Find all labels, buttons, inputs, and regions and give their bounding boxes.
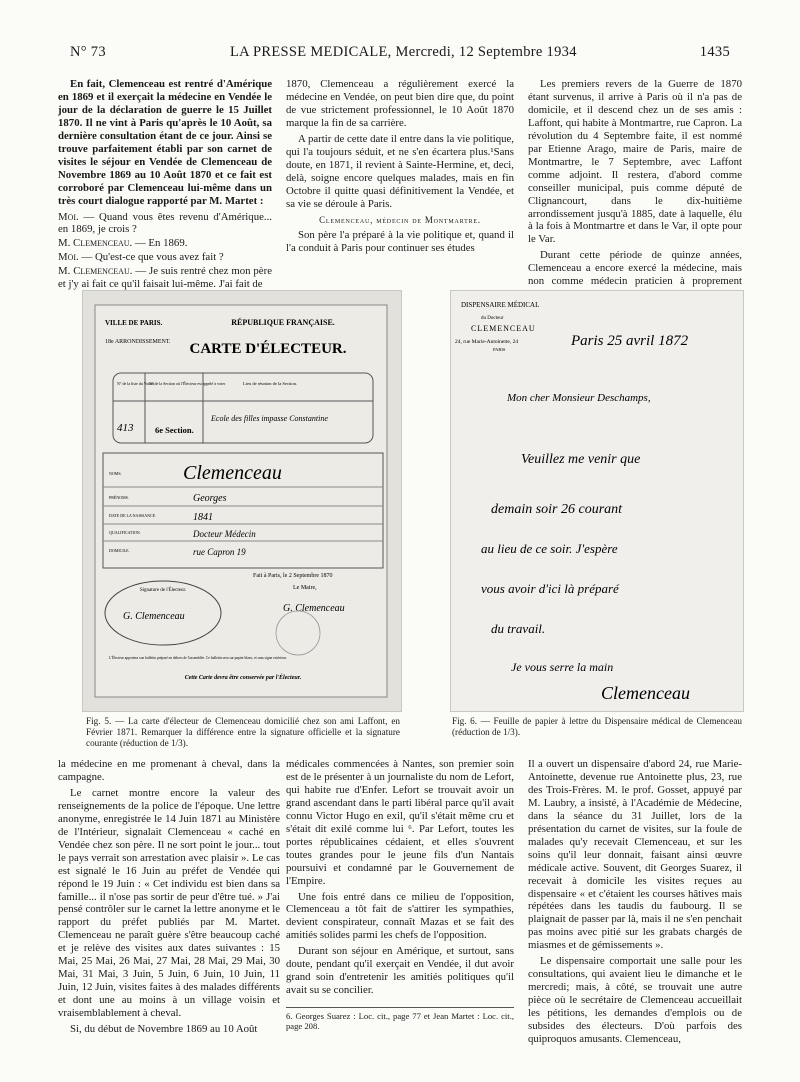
card-col-b: N° de la Section où l'Électeur est appelé à voter (149, 381, 226, 386)
card-signature-elector: G. Clemenceau (123, 611, 185, 622)
card-col-a: N° de la liste du Votant (117, 381, 155, 386)
paragraph: En fait, Clemenceau est rentré d'Amérique en 1869 et il exerçait la médecine en Vendée le jour de la déclaration de guerre le 15 Juillet 1870. Il ne vint à Paris qu'après le 10 Août, sa dernière consultation étant de ce jour. Ainsi se trouve parfaitement établi par son carnet de visites le séjour en Vendée de Clemenceau de Novembre 1869 au 10 Août 1870 et ce fait est corroboré par Clemenceau lui-même dans un très court dialogue rapporté par M. Martet : (58, 78, 272, 207)
dialogue-speaker: Moi. (58, 210, 79, 223)
bottom-column-3 (528, 758, 742, 1049)
dialogue-line (58, 211, 272, 237)
letter-head-5: PARIS (493, 347, 506, 352)
card-label-date: DATE DE LA NAISSANCE. (109, 513, 157, 518)
letter-image (451, 291, 743, 711)
figure-6-letter (450, 290, 744, 712)
page-header (70, 44, 730, 68)
dialogue-speaker: M. Clemenceau. (58, 237, 133, 250)
paragraph: médicales commencées à Nantes, son premier soin est de le présenter à un journaliste du nom de Lefort, qui habite rue d'Enfer. Lefort se trouvait avoir un grand ascendant dans le parti libéral parce qu'il avait connu Victor Hugo en exil, qu'il s'était même cru et s'était dit exilé comme lui ⁶. Par Lefort, toutes les portes républicaines cédaient, et elles s'ouvrent toutes grandes pour le jeune fils d'un Nantais poursuivi et condamné par le Gouvernement de l'Empire. (286, 758, 514, 887)
letter-signature: Clemenceau (601, 683, 690, 703)
top-column-1 (58, 78, 272, 292)
card-arrondissement: 18e ARRONDISSEMENT. (105, 339, 171, 345)
paragraph: Durant son séjour en Amérique, et surtout, sans doute, pendant qu'il exerçait en Vendée, il dut avoir grand soin d'entretenir les amitiés politiques qu'il avait su se concilier. (286, 945, 514, 997)
page-number: 1435 (699, 44, 730, 60)
paragraph: Les premiers revers de la Guerre de 1870 étant survenus, il arrive à Paris où il n'a pas de domicile, et il descend chez un de ses amis : Laffont, qui habite à Montmartre, rue Capron. La révolution du 4 Septembre faite, il est nommé par Etienne Arago, maire de Paris, maire de Montmartre, le 7 Septembre, avec Laffont comme adjoint. Il restera, d'abord comme conseiller municipal, puis comme député de Clignancourt, dans le dix-huitième arrondissement jusqu'à 1885, date à laquelle, élu à la fois à Montmartre et dans le Var, il opte pour le Var. (528, 78, 742, 246)
letter-line-6: Je vous serre la main (511, 660, 614, 674)
card-footer: Cette Carte devra être conservée par l'Électeur. (184, 675, 302, 681)
voter-card-image (83, 291, 401, 711)
dialogue-speaker: Moi. (58, 251, 79, 264)
paragraph: Si, du début de Novembre 1869 au 10 Août (70, 1023, 258, 1036)
bottom-column-1 (58, 758, 280, 1039)
paragraph: A partir de cette date il entre dans la vie politique, qui l'a toujours séduit, et ne s'en écartera plus.¹Sans doute, en 1871, il revient à Sainte-Hermine, et, deci, delà, soigne encore quelques malades, mais en fin Octobre il quitte quasi définitivement la Vendée, et sa vie se déroule à Paris. (286, 132, 514, 210)
paragraph: la médecine en me promenant à cheval, dans la campagne. (58, 758, 280, 783)
top-column-3 (528, 78, 742, 304)
card-label-domicile: DOMICILE. (109, 548, 130, 553)
card-ville: VILLE DE PARIS. (105, 319, 163, 327)
paragraph: Le dispensaire comportait une salle pour les consultations, qui avaient lieu le dimanche et le mercredi; mais, à côté, se trouvait une autre pièce où le secrétaire de Clemenceau accueillait les pétitions, les demandes d'emplois ou de subsides des électeurs. D'où parfois des quiproquos amusants. Clemenceau, (528, 955, 742, 1046)
dialogue-text: — Quand vous êtes revenu d'Amérique... en 1869, je crois ? (58, 210, 272, 236)
journal-title: LA PRESSE MEDICALE, Mercredi, 12 Septembre 1934 (230, 44, 577, 60)
dialogue-line (58, 265, 272, 291)
letter-salutation: Mon cher Monsieur Deschamps, (507, 392, 651, 404)
letter-line-1: Veuillez me venir que (521, 452, 641, 467)
card-note: L'Électeur apportera son bulletin préparé en dehors de l'assemblée. Ce bulletin sera sur papier blanc, et sans signe extérieur. (109, 656, 287, 660)
figure-6-caption: Fig. 6. — Feuille de papier à lettre du Dispensaire médical de Clemenceau (réduction de 1/3). (452, 716, 742, 737)
dialogue-text: — En 1869. (132, 237, 188, 250)
card-signature-mayor: G. Clemenceau (283, 603, 345, 614)
letter-line-3: au lieu de ce soir. J'espère (481, 541, 618, 556)
dialogue-text: — Qu'est-ce que vous avez fait ? (78, 251, 224, 264)
paragraph: Son père l'a préparé à la vie politique et, quand il l'a conduit à Paris pour continuer ses études (286, 229, 514, 255)
paragraph: Le carnet montre encore la valeur des renseignements de la police de l'époque. Une lettre anonyme, enregistrée le 14 Juin 1871 au Ministère de l'Intérieur, signalait Clemenceau « caché en Vendée chez son père. Il ne sort point le jour... tout le pays verrait son arrestation avec plaisir ». Le cas est signalé le 16 Juin au préfet de Vendée qui répond le 19 Juin : « Cet individu est bien dans sa famille... il n'ose pas sortir de peur d'être tué. » J'ai pensé contrôler sur le carnet la lettre anonyme et le rapport du préfet publiés par M. Martet. Clemenceau ne paraît guère s'être beaucoup caché et je relève des visites aux dates suivantes : 15 Mai, 25 Mai, 26 Mai, 27 Mai, 28 Mai, 29 Mai, 30 Mai, 31 Mai, 3 Juin, 5 Juin, 6 Juin, 10 Juin, 11 Juin, 12 Juin, visites faites à des malades différents et dont une au moins à un village voisin et vraisemblablement à cheval. (58, 786, 280, 1020)
card-hw-nom: Clemenceau (183, 462, 282, 484)
dialogue-line (58, 251, 272, 264)
card-hw-section: 6e Section. (155, 425, 194, 435)
card-col-c: Lieu de réunion de la Section. (243, 381, 297, 386)
figure-5-caption: Fig. 5. — La carte d'électeur de Clemenceau domicilié chez son ami Laffont, en Février 1871. Remarquer la différence entre la signature officielle et la signature courante (réduction de 1/3). (86, 716, 400, 748)
bottom-column-2 (286, 758, 514, 1031)
card-hw-number: 413 (117, 422, 134, 434)
dialogue-text: — Je suis rentré chez mon père et j'y ai fait ce qu'il faisait lui-même. J'ai fait de (58, 265, 272, 291)
dialogue-line (58, 237, 272, 250)
footnote: 6. Georges Suarez : Loc. cit., page 77 et Jean Martet : Loc. cit., page 208. (286, 1007, 514, 1031)
paragraph: Une fois entré dans ce milieu de l'opposition, Clemenceau a tôt fait de s'attirer les sympathies, devient conspirateur, connaît Mazas et se fait des amitiés solides parmi les chefs de l'opposition. (286, 890, 514, 942)
letter-date: Paris 25 avril 1872 (571, 333, 689, 349)
card-fait: Fait à Paris, le 2 Septembre 1870 (253, 573, 333, 579)
card-title: CARTE D'ÉLECTEUR. (189, 341, 347, 357)
letter-line-4: vous avoir d'ici là préparé (481, 581, 619, 596)
card-label-nom: NOMS. (109, 471, 122, 476)
section-subhead: Clemenceau, médecin de Montmartre. (319, 214, 481, 225)
card-hw-place: Ecole des filles impasse Constantine (211, 414, 328, 423)
card-label-prenoms: PRÉNOMS. (109, 495, 129, 500)
dialogue-speaker: M. Clemenceau. (58, 265, 133, 278)
figure-5-voter-card (82, 290, 402, 712)
card-signature-label: Signature de l'Électeur. (139, 588, 187, 593)
card-hw-domicile: rue Capron 19 (193, 547, 246, 557)
card-hw-date: 1841 (193, 512, 213, 523)
letter-head-3: CLEMENCEAU (471, 324, 536, 333)
paragraph: Il a ouvert un dispensaire d'abord 24, rue Marie-Antoinette, devenue rue Antoinette plus, 23, rue des Trois-Frères. M. le prof. Gosset, appuyé par M. Laubry, a insisté, à l'Académie de Médecine, dans la séance du 31 Juillet, lors de la présentation du carnet de visites, sur la foule de malades qu'y recevait Clemenceau, et sur les soins qu'il leur donnait, faisant ainsi œuvre médicale active. Souvent, dit Georges Suarez, il recevait à domicile les visites reçues au dispensaire « et c'étaient les courses hâtives mais répétées dans les taudis du faubourg. Il se plaignait de passer par là, mais il ne s'en penchait pas moins avec pitié sur les grabats chargés de miasmes et de gémissements ». (528, 758, 742, 952)
card-republique: RÉPUBLIQUE FRANÇAISE. (231, 318, 335, 327)
letter-head-2: du Docteur (481, 316, 504, 321)
top-column-2 (286, 78, 514, 258)
letter-line-2: demain soir 26 courant (491, 502, 623, 517)
paragraph: Durant cette période de quinze années, Clemenceau a encore exercé la médecine, mais non comme médecin praticien à proprement (528, 249, 742, 288)
issue-number: N° 73 (70, 44, 106, 60)
card-hw-qualification: Docteur Médecin (193, 529, 256, 539)
letter-line-5: du travail. (491, 621, 546, 636)
letter-head-4: 24, rue Marie-Antoinette, 24 (455, 339, 519, 345)
card-maire: Le Maire, (293, 585, 317, 591)
paragraph: 1870, Clemenceau a régulièrement exercé la médecine en Vendée, on peut bien dire que, du point de vue strictement professionnel, le 10 Août 1870 marque la fin de sa carrière. (286, 78, 514, 129)
card-label-qualification: QUALIFICATION. (109, 530, 141, 535)
card-hw-prenom: Georges (193, 493, 227, 504)
letter-head-1: DISPENSAIRE MÉDICAL (461, 301, 540, 309)
